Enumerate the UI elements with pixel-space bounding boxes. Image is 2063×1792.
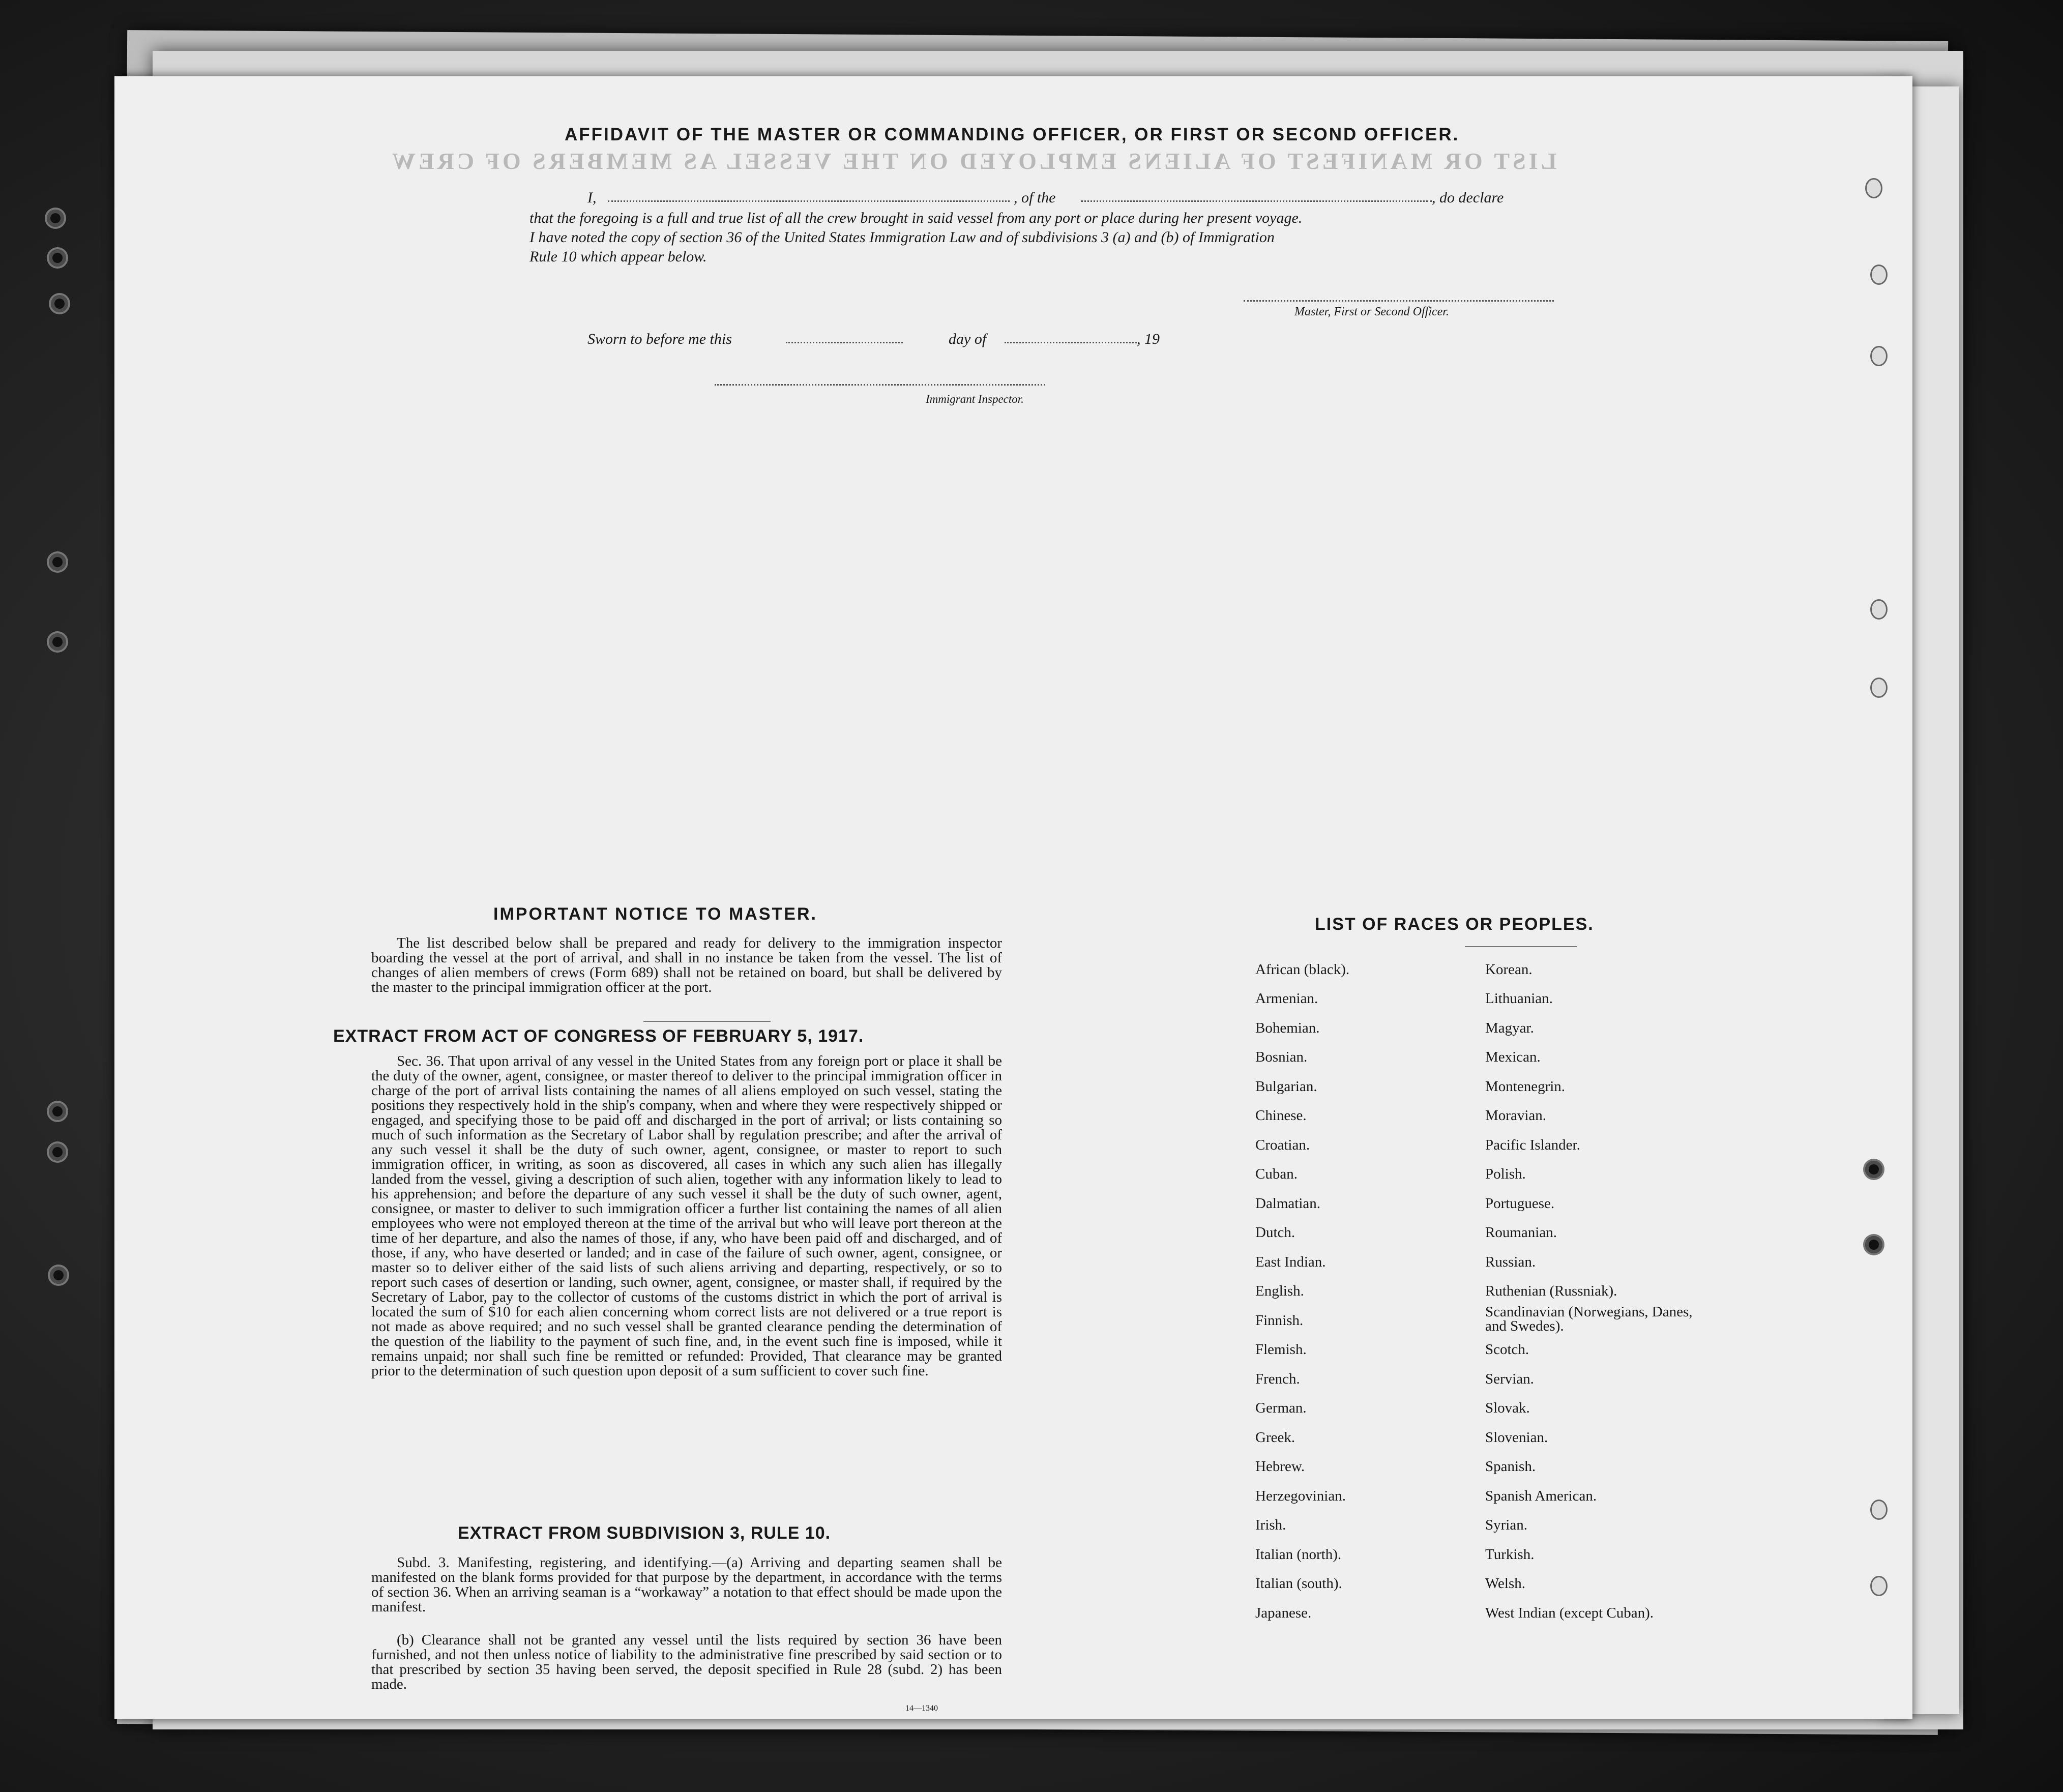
race-item: Croatian.: [1255, 1137, 1310, 1153]
race-item: Slovak.: [1485, 1400, 1530, 1416]
race-item: Dutch.: [1255, 1224, 1295, 1241]
year-text: , 19: [1137, 331, 1160, 347]
race-item: Turkish.: [1485, 1546, 1535, 1563]
inspector-blank: [715, 384, 1045, 386]
race-item: Lithuanian.: [1485, 990, 1553, 1007]
race-item: Bohemian.: [1255, 1020, 1320, 1036]
day-of-text: day of: [949, 331, 987, 347]
race-item: Herzegovinian.: [1255, 1488, 1346, 1504]
race-item: Italian (south).: [1255, 1575, 1342, 1592]
race-item: Spanish.: [1485, 1458, 1536, 1475]
binder-hole: [49, 633, 66, 651]
divider: [1465, 946, 1577, 947]
punch-hole: [1865, 178, 1882, 198]
signature-label: Master, First or Second Officer.: [1294, 305, 1449, 318]
affidavit-line3: I have noted the copy of section 36 of the United States Immigration Law and of subdivisions 3 (a) and (b) of Immigration: [529, 229, 1275, 246]
race-item: Scotch.: [1485, 1341, 1529, 1358]
race-item: Bosnian.: [1255, 1049, 1308, 1065]
affidavit-line4: Rule 10 which appear below.: [529, 248, 707, 265]
extract-rule-text-a: Subd. 3. Manifesting, registering, and identifying.—(a) Arriving and departing seamen shall be manifested on the blank forms provided for that purpose by the department, in accordance with the terms of section 36. When an arriving seaman is a “workaway” a notation to that effect should be made upon the manifest.: [371, 1554, 1002, 1615]
race-item: Pacific Islander.: [1485, 1137, 1580, 1153]
vessel-blank: [1081, 200, 1432, 202]
extract-rule-title: EXTRACT FROM SUBDIVISION 3, RULE 10.: [458, 1523, 831, 1543]
race-item: English.: [1255, 1283, 1304, 1299]
affidavit-title: AFFIDAVIT OF THE MASTER OR COMMANDING OFFICER, OR FIRST OR SECOND OFFICER.: [565, 125, 1460, 144]
punch-hole: [1870, 1576, 1888, 1596]
race-item: Mexican.: [1485, 1049, 1541, 1065]
race-item: Italian (north).: [1255, 1546, 1342, 1563]
race-item: East Indian.: [1255, 1254, 1326, 1270]
race-item: Portuguese.: [1485, 1195, 1555, 1212]
race-item: Syrian.: [1485, 1517, 1527, 1533]
race-item: West Indian (except Cuban).: [1485, 1605, 1654, 1621]
punch-hole: [1870, 346, 1888, 366]
race-item: Roumanian.: [1485, 1224, 1557, 1241]
race-item: Moravian.: [1485, 1107, 1546, 1124]
affidavit-of-the: , of the: [1014, 189, 1056, 206]
race-item: Hebrew.: [1255, 1458, 1305, 1475]
race-item: Scandinavian (Norwegians, Danes, and Swedes).: [1485, 1304, 1693, 1334]
race-item: Dalmatian.: [1255, 1195, 1321, 1212]
race-item: Welsh.: [1485, 1575, 1526, 1592]
race-item: Montenegrin.: [1485, 1078, 1566, 1095]
sworn-text: Sworn to before me this: [587, 331, 732, 347]
binder-hole: [47, 210, 64, 227]
race-item: Cuban.: [1255, 1166, 1298, 1182]
race-item: Slovenian.: [1485, 1429, 1548, 1446]
divider: [643, 1021, 771, 1022]
affidavit-declare: , do declare: [1432, 189, 1504, 206]
binder-hole: [50, 1267, 67, 1284]
inspector-label: Immigrant Inspector.: [926, 393, 1024, 405]
affidavit-line2: that the foregoing is a full and true list of all the crew brought in said vessel from any port or place during her present voyage.: [529, 210, 1303, 226]
notice-title: IMPORTANT NOTICE TO MASTER.: [493, 904, 817, 924]
notice-text: The list described below shall be prepared and ready for delivery to the immigration inspector boarding the vessel at the port of arrival, and shall in no instance be taken from the vessel. The list of changes of alien members of crews (Form 689) shall not be retained on board, but shall be delivered by the master to the principal immigration officer at the port.: [371, 935, 1002, 995]
race-item: German.: [1255, 1400, 1307, 1416]
month-blank: [1005, 342, 1137, 343]
race-item: African (black).: [1255, 961, 1350, 978]
race-item: Spanish American.: [1485, 1488, 1597, 1504]
punch-hole: [1870, 599, 1888, 620]
race-item: Ruthenian (Russniak).: [1485, 1283, 1617, 1299]
binder-hole: [51, 295, 68, 312]
signature-blank: [1244, 300, 1554, 302]
race-item: Flemish.: [1255, 1341, 1307, 1358]
races-title: LIST OF RACES OR PEOPLES.: [1315, 915, 1594, 934]
race-item: Magyar.: [1485, 1020, 1534, 1036]
extract-act-title: EXTRACT FROM ACT OF CONGRESS OF FEBRUARY 5, 1917.: [333, 1026, 864, 1046]
binder-hole: [49, 1143, 66, 1161]
race-item: French.: [1255, 1371, 1300, 1387]
binder-hole: [49, 553, 66, 571]
binder-hole: [49, 249, 66, 267]
punch-hole: [1870, 1500, 1888, 1520]
name-blank: [608, 200, 1010, 202]
punch-hole-dark: [1865, 1236, 1882, 1253]
extract-rule-text-b: (b) Clearance shall not be granted any vessel until the lists required by section 36 have been furnished, and not then unless notice of liability to the administrative fine prescribed by said section or to that prescribed by section 35 having been served, the deposit specified in Rule 28 (subd. 2) has been made.: [371, 1632, 1002, 1692]
race-item: Armenian.: [1255, 990, 1318, 1007]
race-item: Korean.: [1485, 961, 1532, 978]
race-item: Greek.: [1255, 1429, 1295, 1446]
punch-hole: [1870, 678, 1888, 698]
manifest-page: [114, 76, 1912, 1719]
race-item: Finnish.: [1255, 1312, 1304, 1329]
race-item: Servian.: [1485, 1371, 1534, 1387]
race-item: Polish.: [1485, 1166, 1526, 1182]
race-item: Russian.: [1485, 1254, 1536, 1270]
affidavit-i: I,: [587, 189, 597, 206]
form-number: 14—1340: [905, 1704, 938, 1713]
extract-act-text: Sec. 36. That upon arrival of any vessel in the United States from any foreign port or place it shall be the duty of the owner, agent, consignee, or master thereof to deliver to the principal immigration officer in charge of the port of arrival lists containing the names of all aliens employed on such vessel, stating the positions they respectively hold in the ship's company, when and where they were respectively shipped or engaged, and specifying those to be paid off and discharged in the port of arrival; or lists containing so much of such information as the Secretary of Labor shall by regulation prescribe; and after the arrival of any such vessel it shall be the duty of such owner, agent, consignee, or master to report to such immigration officer, in writing, as soon as discovered, all cases in which any such alien has illegally landed from the vessel, giving a description of such alien, together with any information likely to lead to his apprehension; and before the departure of any such vessel it shall be the duty of such owner, agent, consignee, or master to deliver to such immigration officer a further list containing the names of all alien employees who were not employed thereon at the time of the arrival but who will leave port thereon at the time of her departure, and also the names of those, if any, who have been paid off and discharged, and of those, if any, who have deserted or landed; and in case of the failure of such owner, agent, consignee, or master so to deliver either of the said lists of such aliens arriving and departing, respectively, or so to report such cases of desertion or landing, such owner, agent, consignee, or master shall, if required by the Secretary of Labor, pay to the collector of customs of the customs district in which the port of arrival is located the sum of $10 for each alien concerning whom correct lists are not delivered or a true report is not made as above required; and no such vessel shall be granted clearance pending the determination of the question of the liability to the payment of such fine, and, in the event such fine is imposed, while it remains unpaid; nor shall such fine be remitted or refunded: Provided, That clearance may be granted prior to the determination of such question upon deposit of a sum sufficient to cover such fine.: [371, 1053, 1002, 1379]
binder-hole: [49, 1103, 66, 1120]
race-item: Bulgarian.: [1255, 1078, 1317, 1095]
punch-hole: [1870, 265, 1888, 285]
day-blank: [786, 342, 903, 343]
race-item: Irish.: [1255, 1517, 1286, 1533]
race-item: Japanese.: [1255, 1605, 1312, 1621]
race-item: Chinese.: [1255, 1107, 1307, 1124]
bleed-through-text: LIST OR MANIFEST OF ALIENS EMPLOYED ON THE VESSEL AS MEMBERS OF CREW: [389, 148, 1557, 174]
punch-hole-dark: [1865, 1161, 1882, 1178]
